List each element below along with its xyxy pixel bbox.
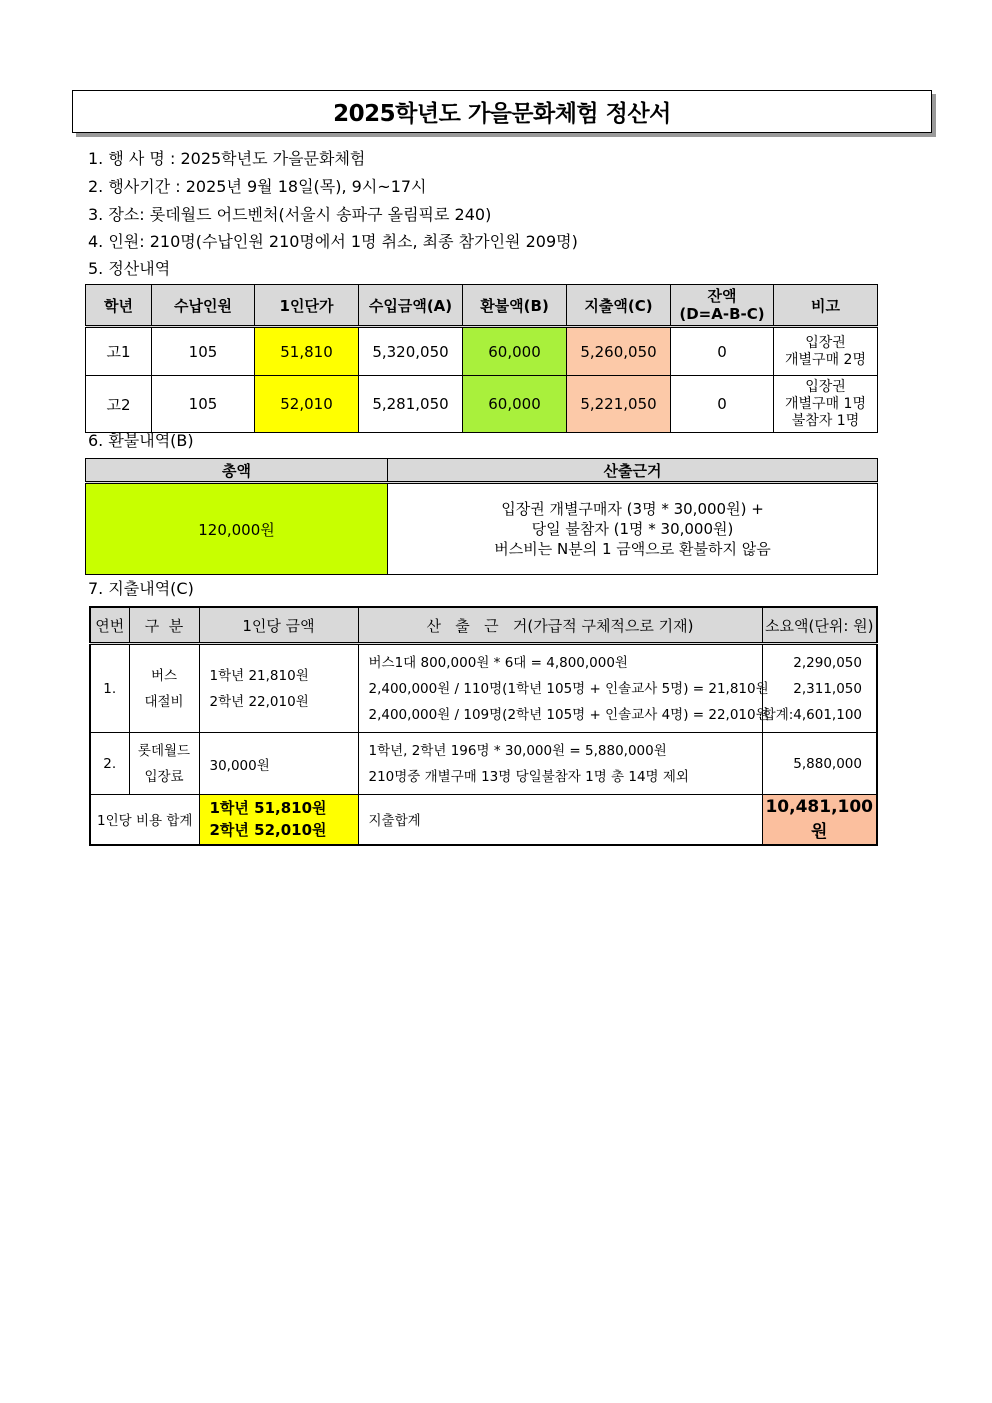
income-cell: 5,320,050 — [359, 327, 463, 376]
amount-line: 2,290,050 — [793, 654, 862, 671]
header-basis: 산 출 근 거(가급적 구체적으로 기재) — [358, 607, 762, 644]
category-line: 입장료 — [144, 768, 184, 785]
section-refund-title: 6. 환불내역(B) — [88, 431, 194, 450]
count-cell: 105 — [152, 327, 255, 376]
remarks-line: 개별구매 2명 — [785, 351, 866, 368]
refund-basis-line: 버스비는 N분의 1 금액으로 환불하지 않음 — [494, 540, 771, 558]
count-cell: 105 — [152, 376, 255, 433]
table-row — [90, 644, 877, 733]
income-cell: 5,281,050 — [359, 376, 463, 433]
header-income: 수입금액(A) — [359, 285, 463, 327]
table-row — [86, 376, 878, 433]
category-cell — [129, 733, 199, 795]
header-per-person: 1인당 금액 — [199, 607, 358, 644]
unit-price-cell: 51,810 — [255, 327, 359, 376]
header-refund-total: 총액 — [86, 459, 388, 483]
header-remarks: 비고 — [774, 285, 878, 327]
remarks-line: 개별구매 1명 — [785, 395, 866, 412]
settlement-header-row — [86, 285, 878, 327]
total-row — [90, 795, 877, 845]
basis-line: 210명중 개별구매 13명 당일불참자 1명 총 14명 제외 — [368, 768, 689, 785]
header-amount: 소요액(단위: 원) — [762, 607, 877, 644]
per-person-cell: 30,000원 — [199, 733, 358, 795]
header-refund-basis: 산출근거 — [388, 459, 878, 483]
refund-cell: 60,000 — [463, 376, 567, 433]
document-title: 2025학년도 가을문화체험 정산서 — [72, 90, 932, 133]
table-row — [90, 733, 877, 795]
info-location: 3. 장소: 롯데월드 어드벤처(서울시 송파구 올림픽로 240) — [88, 205, 492, 224]
balance-cell: 0 — [671, 376, 774, 433]
refund-basis-line: 입장권 개별구매자 (3명 * 30,000원) + — [501, 500, 764, 518]
header-expense: 지출액(C) — [567, 285, 671, 327]
amount-cell — [762, 644, 877, 733]
header-balance-formula: (D=A-B-C) — [679, 305, 765, 323]
unit-price-cell: 52,010 — [255, 376, 359, 433]
refund-basis-line: 당일 불참자 (1명 * 30,000원) — [531, 520, 734, 538]
table-row — [86, 483, 878, 575]
header-refund: 환불액(B) — [463, 285, 567, 327]
refund-header-row — [86, 459, 878, 483]
total-label-cell: 1인당 비용 합계 — [90, 795, 199, 845]
grade-cell: 고2 — [86, 376, 152, 433]
info-participants: 4. 인원: 210명(수납인원 210명에서 1명 취소, 최종 참가인원 209명) — [88, 232, 578, 251]
serial-cell: 2. — [90, 733, 129, 795]
header-category: 구 분 — [129, 607, 199, 644]
refund-table — [85, 458, 878, 575]
header-grade: 학년 — [86, 285, 152, 327]
basis-line: 버스1대 800,000원 * 6대 = 4,800,000원 — [368, 654, 628, 671]
section-expense-title: 7. 지출내역(C) — [88, 579, 194, 598]
total-per-person-cell — [199, 795, 358, 845]
remarks-line: 입장권 — [805, 378, 846, 395]
info-event-name: 1. 행 사 명 : 2025학년도 가을문화체험 — [88, 149, 366, 168]
header-serial: 연번 — [90, 607, 129, 644]
refund-cell: 60,000 — [463, 327, 567, 376]
serial-cell: 1. — [90, 644, 129, 733]
total-per-person-line: 1학년 51,810원 — [209, 799, 327, 818]
remarks-line: 입장권 — [805, 334, 846, 351]
amount-line: 2,311,050 — [793, 680, 862, 697]
header-balance-label: 잔액 — [707, 287, 737, 305]
header-unit-price: 1인단가 — [255, 285, 359, 327]
remarks-cell — [774, 376, 878, 433]
grade-cell: 고1 — [86, 327, 152, 376]
header-paid-count: 수납인원 — [152, 285, 255, 327]
expense-header-row — [90, 607, 877, 644]
section-settlement-title: 5. 정산내역 — [88, 259, 171, 278]
settlement-table — [85, 284, 878, 433]
category-line: 롯데월드 — [137, 742, 191, 759]
total-amount-cell: 10,481,100원 — [762, 795, 877, 845]
expense-cell: 5,260,050 — [567, 327, 671, 376]
expense-cell: 5,221,050 — [567, 376, 671, 433]
table-row — [86, 327, 878, 376]
category-line: 대절비 — [144, 693, 184, 710]
total-basis-cell: 지출합계 — [358, 795, 762, 845]
remarks-line: 불참자 1명 — [791, 412, 860, 429]
basis-line: 2,400,000원 / 110명(1학년 105명 + 인솔교사 5명) = 21,810원 — [368, 680, 769, 697]
per-person-cell — [199, 644, 358, 733]
remarks-cell — [774, 327, 878, 376]
refund-basis-cell — [388, 483, 878, 575]
basis-line: 1학년, 2학년 196명 * 30,000원 = 5,880,000원 — [368, 742, 667, 759]
refund-total-cell: 120,000원 — [86, 483, 388, 575]
info-event-period: 2. 행사기간 : 2025년 9월 18일(목), 9시~17시 — [88, 177, 427, 196]
total-per-person-line: 2학년 52,010원 — [209, 821, 327, 840]
category-line: 버스 — [150, 667, 178, 684]
header-balance — [671, 285, 774, 327]
basis-line: 2,400,000원 / 109명(2학년 105명 + 인솔교사 4명) = 22,010원 — [368, 706, 769, 723]
amount-cell: 5,880,000 — [762, 733, 877, 795]
basis-cell — [358, 733, 762, 795]
expense-table — [89, 606, 878, 846]
per-person-line: 2학년 22,010원 — [209, 693, 309, 710]
amount-line: 합계:4,601,100 — [762, 706, 862, 723]
basis-cell — [358, 644, 769, 733]
per-person-line: 1학년 21,810원 — [209, 667, 309, 684]
balance-cell: 0 — [671, 327, 774, 376]
category-cell — [129, 644, 199, 733]
